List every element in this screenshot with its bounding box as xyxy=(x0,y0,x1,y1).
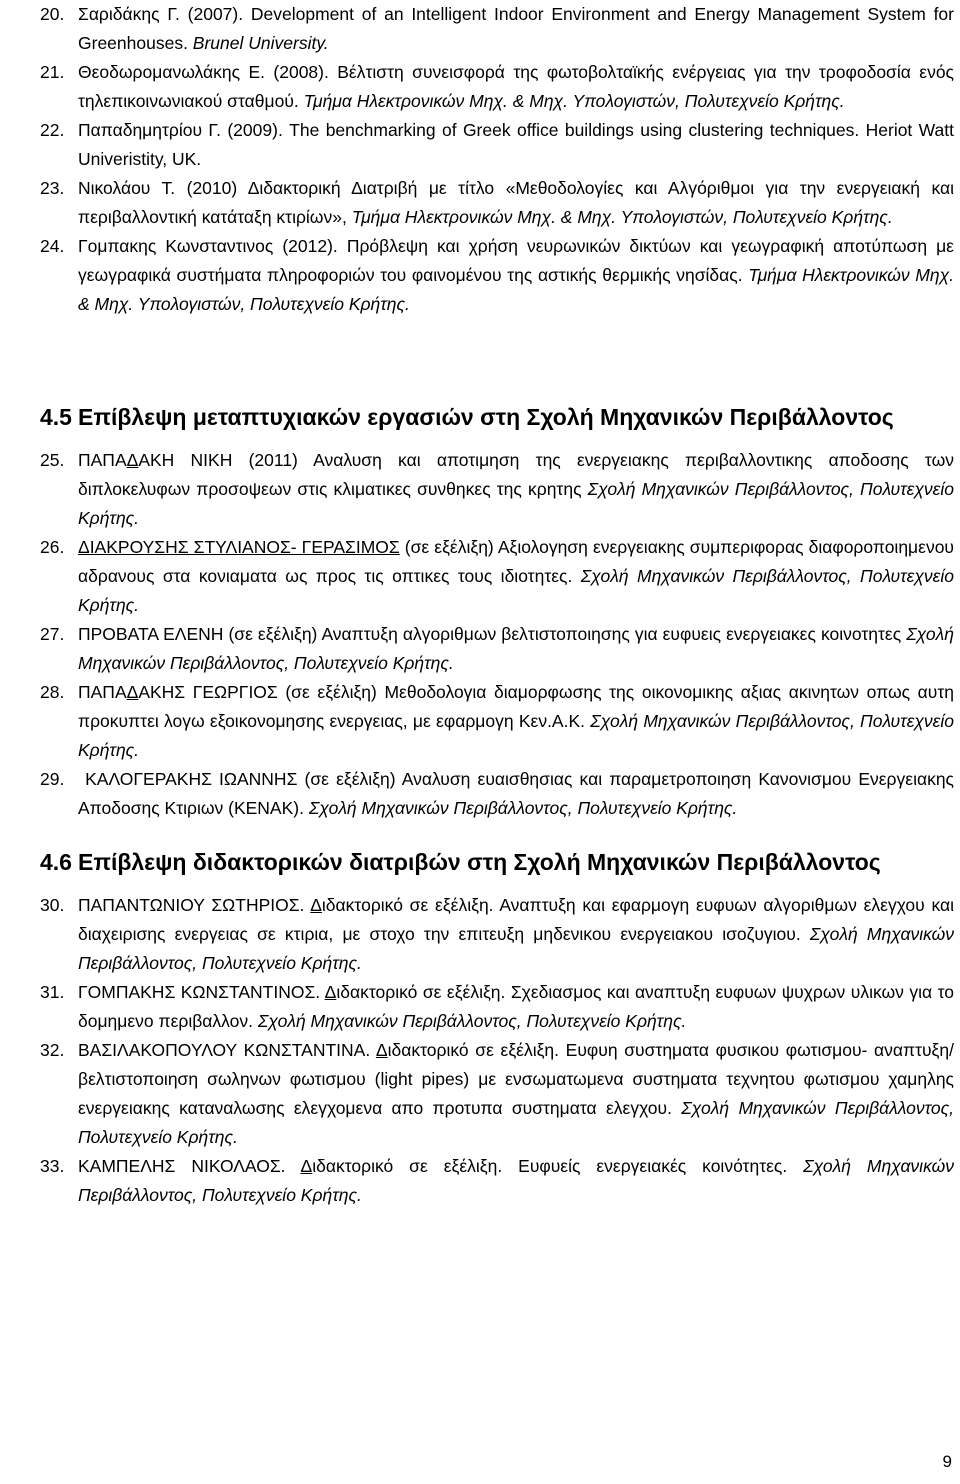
entry-affiliation: Σχολή Μηχανικών Περιβάλλοντος, Πολυτεχνείο Κρήτης. xyxy=(78,624,954,673)
entry-text: ΒΑΣΙΛΑΚΟΠΟΥΛΟΥ ΚΩΝΣΤΑΝΤΙΝΑ. xyxy=(78,1040,376,1060)
entry-number: 28. xyxy=(40,682,65,702)
entry-number: 33. xyxy=(40,1156,65,1176)
entry-text: ΑΚΗΣ ΓΕΩΡΓΙΟΣ (σε εξέλιξη) Μεθοδολογια διαμορφωσης της οικονομικης αξιας ακινητων οπως αυτη προκυπτει λογω εξοικονομησης ενεργειας, με εφαρμογη Κεν.Α.Κ. xyxy=(78,682,954,731)
entry-text: Νικολάου Τ. (2010) Διδακτορική Διατριβή με τίτλο «Μεθοδολογίες και Αλγόριθμοι για την ενεργειακή και περιβαλλοντική κατάταξη κτιρίων», xyxy=(78,178,954,227)
entry-text: ΠΑΠΑ xyxy=(78,682,127,702)
section-number: 4.5 xyxy=(40,404,72,430)
entry-text: Γομπακης Κωνσταντινος (2012). Πρόβλεψη και χρήση νευρωνικών δικτύων και γεωγραφική αποτύπωση με γεωγραφικά συστήματα πληροφοριών του φαινομένου της αστικής θερμικής νησίδας. xyxy=(78,236,954,285)
entry-text: Δ xyxy=(300,1156,313,1176)
reference-entry xyxy=(40,0,954,58)
entry-number: 30. xyxy=(40,895,65,915)
entry-text: Θεοδωρομανωλάκης Ε. (2008). Βέλτιστη συνεισφορά της φωτοβολταϊκής ενέργειας για την τροφοδοσία ενός τηλεπικοινωνιακού σταθμού. xyxy=(78,62,954,111)
entry-affiliation: Σχολή Μηχανικών Περιβάλλοντος, Πολυτεχνείο Κρήτης. xyxy=(78,1098,954,1147)
entry-text: Δ xyxy=(375,1040,388,1060)
entry-text: (σε εξέλιξη) Αξιολογηση ενεργειακης συμπεριφορας διαφοροποιημενου αδρανους στα κονιαματα ως προς τις οπτικες τους ιδιοτητες. xyxy=(78,537,954,586)
entry-text: Δ xyxy=(126,450,139,470)
entry-text: ΚΑΜΠΕΛΗΣ ΝΙΚΟΛΑΟΣ. xyxy=(78,1156,301,1176)
entry-affiliation: Σχολή Μηχανικών Περιβάλλοντος, Πολυτεχνείο Κρήτης. xyxy=(308,798,738,818)
entry-affiliation: Τμήμα Ηλεκτρονικών Μηχ. & Μηχ. Υπολογιστών, Πολυτεχνείο Κρήτης. xyxy=(351,207,893,227)
entry-text: ιδακτορικό σε εξέλιξη. Ευφυείς ενεργειακές κοινότητες. xyxy=(312,1156,804,1176)
entry-number: 31. xyxy=(40,982,65,1002)
entry-affiliation: Σχολή Μηχανικών Περιβάλλοντος, Πολυτεχνείο Κρήτης. xyxy=(78,924,955,973)
entry-text: Δ xyxy=(126,682,139,702)
entry-text: ΠΑΠΑ xyxy=(78,450,127,470)
entry-text: ΠΑΠΑΝΤΩΝΙΟΥ ΣΩΤΗΡΙΟΣ. xyxy=(78,895,311,915)
reference-entry xyxy=(40,1152,954,1210)
entry-number: 32. xyxy=(40,1040,65,1060)
reference-list-theses xyxy=(40,0,954,319)
reference-entry xyxy=(40,891,954,978)
entry-number: 27. xyxy=(40,624,65,644)
entry-text: ΚΑΛΟΓΕΡΑΚΗΣ ΙΩΑΝΝΗΣ (σε εξέλιξη) Αναλυση ευαισθησιας και παραμετροποιηση Κανονισμου Ενεργειακης Αποδοσης Κτιριων (ΚΕΝΑΚ). xyxy=(78,769,954,818)
reference-entry xyxy=(40,446,954,533)
entry-number: 23. xyxy=(40,178,65,198)
reference-entry xyxy=(40,174,954,232)
reference-entry xyxy=(40,978,954,1036)
entry-text: Σαριδάκης Γ. (2007). Development of an Intelligent Indoor Environment and Energy Management System for Greenhouses. xyxy=(78,4,954,53)
entry-text: ΑΚΗ ΝΙΚΗ (2011) Αναλυση και αποτιμηση της ενεργειακης περιβαλλοντικης αποδοσης των διπλοκελυφων προσοψεων στις κλιματικες συνθηκες της κρητης xyxy=(78,450,954,499)
entry-number: 29. xyxy=(40,769,65,789)
entry-affiliation: Σχολή Μηχανικών Περιβάλλοντος, Πολυτεχνείο Κρήτης. xyxy=(78,479,954,528)
entry-text: ΠΡΟΒΑΤΑ ΕΛΕΝΗ (σε εξέλιξη) Αναπτυξη αλγοριθμων βελτιστοποιησης για ευφυεις ενεργειακες κοινοτητες xyxy=(78,624,907,644)
page-number: 9 xyxy=(942,1452,952,1471)
entry-number: 20. xyxy=(40,4,65,24)
entry-number: 26. xyxy=(40,537,65,557)
section-heading-4-5 xyxy=(40,404,954,431)
entry-affiliation: Σχολή Μηχανικών Περιβάλλοντος, Πολυτεχνείο Κρήτης. xyxy=(78,1156,954,1205)
reference-entry xyxy=(40,58,954,116)
section-title: Επίβλεψη διδακτορικών διατριβών στη Σχολή Μηχανικών Περιβάλλοντος xyxy=(78,849,881,875)
entry-text: Παπαδημητρίου Γ. (2009). The benchmarking of Greek office buildings using clustering techniques. Heriot Watt Univeristity, UK. xyxy=(78,120,954,169)
entry-text: ΔΙΑΚΡΟΥΣΗΣ ΣΤΥΛΙΑΝΟΣ- ΓΕΡΑΣΙΜΟΣ xyxy=(78,537,400,557)
reference-entry xyxy=(40,533,954,620)
entry-number: 21. xyxy=(40,62,65,82)
reference-entry xyxy=(40,678,954,765)
entry-affiliation: Τμήμα Ηλεκτρονικών Μηχ. & Μηχ. Υπολογιστών, Πολυτεχνείο Κρήτης. xyxy=(303,91,845,111)
section-title: Επίβλεψη μεταπτυχιακών εργασιών στη Σχολή Μηχανικών Περιβάλλοντος xyxy=(78,404,894,430)
reference-entry xyxy=(40,1036,954,1152)
entry-text: ιδακτορικό σε εξέλιξη. Αναπτυξη και εφαρμογη ευφυων αλγοριθμων ελεγχου και διαχειρισης ενεργειας σε κτιρια, με στοχο την επιτευξη μηδενικου ενεργειακου ισοζυγιου. xyxy=(78,895,955,944)
entry-text: Δ xyxy=(310,895,322,915)
reference-entry xyxy=(40,620,954,678)
entry-text: ιδακτορικό σε εξέλιξη. Σχεδιασμος και αναπτυξη ευφυων ψυχρων υλικων για το δομημενο περιβαλλον. xyxy=(78,982,955,1031)
entry-text: ιδακτορικό σε εξέλιξη. Ευφυη συστηματα φυσικου φωτισμου- αναπτυξη/βελτιστοποιηση σωληνων φωτισμου (light pipes) με ενσωματωμενα συστηματα τεχνητου φωτισμου χαμηλης ενεργειακης καταναλωσης ελεγχομενα απο προτυπα συστηματα ελεγχου. xyxy=(78,1040,954,1118)
section-number: 4.6 xyxy=(40,849,72,875)
reference-list-phd-supervision xyxy=(40,891,954,1210)
entry-affiliation: Brunel University. xyxy=(192,33,329,53)
entry-text: ΓΟΜΠΑΚΗΣ ΚΩΝΣΤΑΝΤΙΝΟΣ. xyxy=(78,982,325,1002)
entry-text: Δ xyxy=(324,982,337,1002)
section-heading-4-6 xyxy=(40,849,954,876)
entry-number: 22. xyxy=(40,120,65,140)
reference-entry xyxy=(40,765,954,823)
entry-affiliation: Σχολή Μηχανικών Περιβάλλοντος, Πολυτεχνείο Κρήτης. xyxy=(257,1011,687,1031)
entry-number: 24. xyxy=(40,236,65,256)
reference-entry xyxy=(40,116,954,174)
reference-list-masters-supervision xyxy=(40,446,954,823)
entry-affiliation: Σχολή Μηχανικών Περιβάλλοντος, Πολυτεχνείο Κρήτης. xyxy=(78,566,954,615)
entry-affiliation: Σχολή Μηχανικών Περιβάλλοντος, Πολυτεχνείο Κρήτης. xyxy=(78,711,954,760)
entry-affiliation: Τμήμα Ηλεκτρονικών Μηχ. & Μηχ. Υπολογιστών, Πολυτεχνείο Κρήτης. xyxy=(78,265,954,314)
entry-number: 25. xyxy=(40,450,65,470)
reference-entry xyxy=(40,232,954,319)
